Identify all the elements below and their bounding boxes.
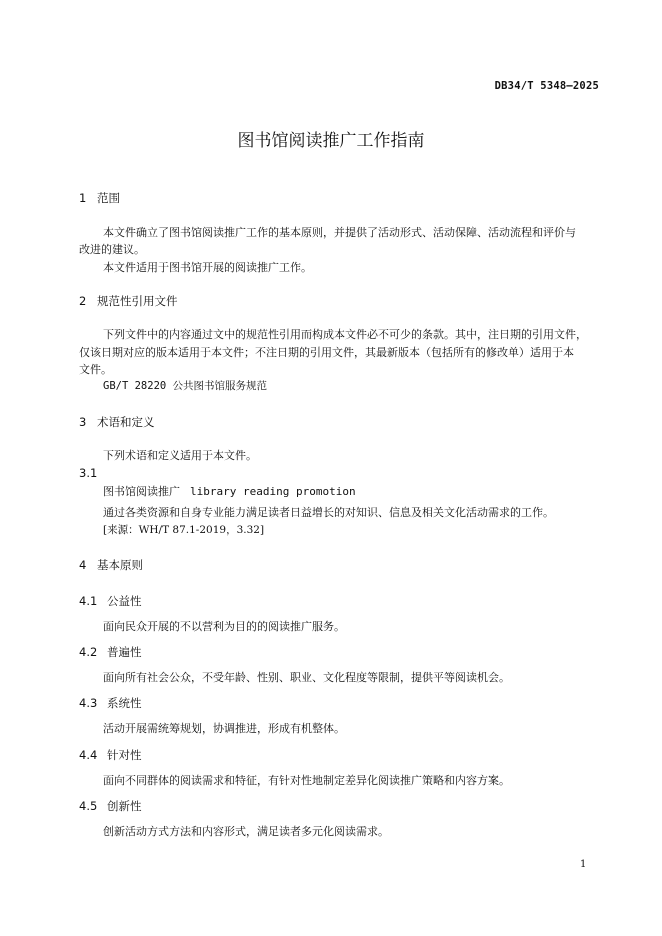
section-1-paragraph-1-line-2: 改进的建议。: [79, 243, 145, 256]
term-number: 3.1: [79, 466, 98, 480]
section-title: 术语和定义: [97, 415, 155, 429]
subsection-number: 4.3: [79, 696, 98, 710]
section-number: 3: [79, 415, 87, 429]
subsection-4-2-text: 面向所有社会公众，不受年龄、性别、职业、文化程度等限制，提供平等阅读机会。: [103, 671, 510, 684]
subsection-title: 系统性: [107, 696, 142, 710]
section-title: 基本原则: [97, 558, 143, 572]
section-number: 4: [79, 558, 87, 572]
section-1-paragraph-1-line-1: 本文件确立了图书馆阅读推广工作的基本原则，并提供了活动形式、活动保障、活动流程和评价与: [103, 226, 576, 239]
page-number: 1: [580, 859, 587, 870]
subsection-title: 针对性: [107, 748, 142, 762]
section-2-paragraph-line-1: 下列文件中的内容通过文中的规范性引用而构成本文件必不可少的条款。其中，注日期的引用文件，: [103, 328, 587, 341]
normative-reference: GB/T 28220 公共图书馆服务规范: [103, 380, 268, 392]
section-title: 范围: [97, 191, 120, 205]
subsection-title: 公益性: [107, 594, 142, 608]
section-1-heading: [79, 190, 120, 206]
section-1-paragraph-2: 本文件适用于图书馆开展的阅读推广工作。: [103, 261, 312, 274]
document-title: 图书馆阅读推广工作指南: [237, 131, 425, 151]
subsection-4-5-heading: [79, 798, 142, 814]
subsection-number: 4.1: [79, 594, 98, 608]
term-chinese: 图书馆阅读推广: [103, 485, 180, 498]
section-number: 1: [79, 191, 87, 205]
subsection-4-5-text: 创新活动方式方法和内容形式，满足读者多元化阅读需求。: [103, 825, 389, 838]
subsection-4-3-heading: [79, 695, 142, 711]
subsection-4-4-text: 面向不同群体的阅读需求和特征，有针对性地制定差异化阅读推广策略和内容方案。: [103, 774, 510, 787]
subsection-number: 4.4: [79, 748, 98, 762]
subsection-4-2-heading: [79, 644, 142, 660]
section-number: 2: [79, 294, 87, 308]
document-code: DB34/T 5348—2025: [494, 80, 599, 92]
subsection-4-1-heading: [79, 593, 142, 609]
subsection-4-3-text: 活动开展需统筹规划，协调推进，形成有机整体。: [103, 722, 345, 735]
subsection-number: 4.2: [79, 645, 98, 659]
term-english: library reading promotion: [190, 485, 356, 498]
term-source: [来源：WH/T 87.1-2019，3.32]: [103, 524, 265, 536]
subsection-4-1-text: 面向民众开展的不以营利为目的的阅读推广服务。: [103, 620, 345, 633]
section-2-paragraph-line-2: 仅该日期对应的版本适用于本文件；不注日期的引用文件，其最新版本（包括所有的修改单）适用于本: [79, 346, 574, 359]
subsection-4-4-heading: [79, 747, 142, 763]
subsection-title: 普遍性: [107, 645, 142, 659]
section-3-intro: 下列术语和定义适用于本文件。: [103, 449, 257, 462]
term-entry: [103, 483, 356, 499]
section-2-paragraph-line-3: 文件。: [79, 363, 112, 376]
section-4-heading: [79, 557, 143, 573]
section-title: 规范性引用文件: [97, 294, 178, 308]
subsection-number: 4.5: [79, 799, 98, 813]
section-2-heading: [79, 293, 178, 309]
subsection-title: 创新性: [107, 799, 142, 813]
term-definition: 通过各类资源和自身专业能力满足读者日益增长的对知识、信息及相关文化活动需求的工作。: [103, 506, 554, 519]
section-3-heading: [79, 414, 155, 430]
